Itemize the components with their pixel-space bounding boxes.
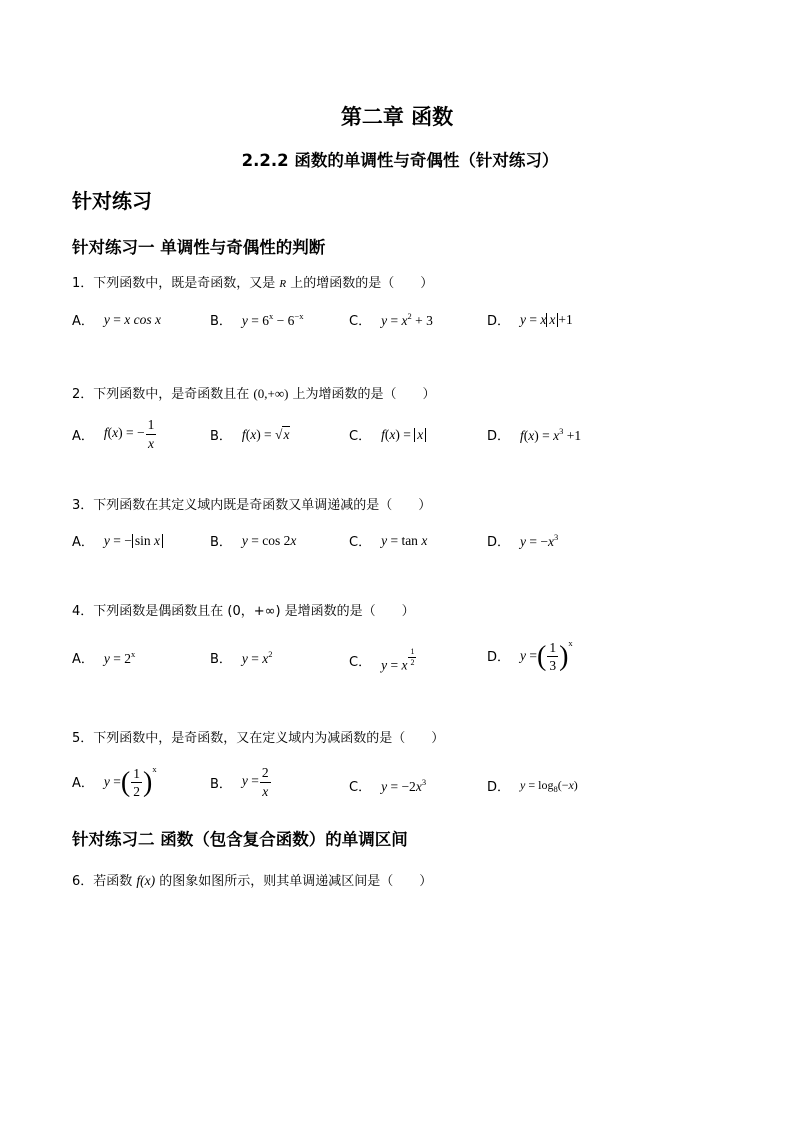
option-label: B． xyxy=(210,314,232,329)
q4-option-a[interactable] xyxy=(72,648,135,667)
q4-option-b[interactable] xyxy=(210,648,273,667)
option-label: A． xyxy=(72,535,94,550)
q1-option-c[interactable] xyxy=(349,310,433,329)
question-3: 3．下列函数在其定义域内既是奇函数又单调递减的是（ ） xyxy=(72,498,432,513)
question-6-text-post: 的图象如图所示，则其单调递减区间是（ ） xyxy=(155,874,433,889)
question-2-interval: (0,+∞) xyxy=(253,386,289,401)
option-label: D． xyxy=(487,429,511,444)
question-2 xyxy=(72,383,436,402)
q2-option-c[interactable] xyxy=(349,425,426,444)
option-label: A． xyxy=(72,652,94,667)
q5-option-d[interactable] xyxy=(487,776,578,795)
q5-option-b-formula: y = $\frac{2}{x}$ xyxy=(241,765,269,799)
question-2-text-post: 上为增函数的是（ ） xyxy=(288,387,436,402)
q4-option-c[interactable] xyxy=(349,648,417,673)
q2-option-a-formula: f(x) = − $\frac{1}{x}$ xyxy=(103,417,155,451)
q3-option-d[interactable] xyxy=(487,531,558,550)
q3-option-a[interactable] xyxy=(72,531,163,550)
question-1-var: R xyxy=(279,278,287,290)
q2-option-d-formula: $f(x) = x^3 +1$ xyxy=(520,425,582,443)
q1-option-b[interactable] xyxy=(210,310,303,329)
q4-option-d-formula: y =( $\frac{1}{3}$ )$^x$ xyxy=(520,638,573,674)
option-label: D． xyxy=(487,535,511,550)
q5-option-d-formula: $y = \log_8(-x)$ xyxy=(520,777,578,794)
question-2-text-pre: 2．下列函数中，是奇函数且在 xyxy=(72,387,254,402)
option-label: B． xyxy=(210,429,232,444)
question-6 xyxy=(72,870,432,889)
q5-option-b[interactable] xyxy=(210,766,272,798)
option-label: B． xyxy=(210,652,232,667)
q2-option-c-formula: f(x) = x xyxy=(381,427,426,443)
question-1-text-pre: 1．下列函数中，既是奇函数，又是 xyxy=(72,276,280,291)
q4-option-c-formula: y = x $^{\frac{1}{2}}$ xyxy=(381,647,415,673)
q3-option-b-formula: y = cos 2x xyxy=(241,532,297,548)
q5-option-a[interactable] xyxy=(72,764,157,799)
q3-option-c[interactable] xyxy=(349,531,427,550)
q1-option-a-formula: y = x cos x xyxy=(103,311,162,327)
part1-title: 针对练习一 单调性与奇偶性的判断 xyxy=(72,238,326,257)
q4-option-a-formula: $y = 2^x$ xyxy=(103,648,136,666)
option-label: B． xyxy=(210,535,232,550)
q1-option-c-formula: $y = x^2 + 3$ xyxy=(381,310,433,328)
question-6-fx: f(x) xyxy=(136,873,156,888)
option-label: D． xyxy=(487,314,511,329)
question-1-text-post: 上的增函数的是（ ） xyxy=(286,276,434,291)
option-label: C． xyxy=(349,780,372,795)
q3-option-c-formula: y = tan x xyxy=(381,532,428,548)
option-label: D． xyxy=(487,649,511,665)
q1-option-b-formula: $y = 6^x - 6^{-x}$ xyxy=(241,310,304,328)
q1-option-a[interactable] xyxy=(72,310,161,329)
q2-option-d[interactable] xyxy=(487,425,581,444)
section-title: 针对练习 xyxy=(72,189,152,213)
page-subtitle: 2.2.2 函数的单调性与奇偶性（针对练习） xyxy=(241,151,559,170)
option-label: C． xyxy=(349,314,372,329)
q3-option-b[interactable] xyxy=(210,531,296,550)
option-label: C． xyxy=(349,655,372,671)
option-label: D． xyxy=(487,780,511,795)
q1-option-d-formula: y = x x +1 xyxy=(520,311,573,327)
chapter-title: 第二章 函数 xyxy=(340,105,454,129)
option-label: A． xyxy=(72,428,94,444)
question-1 xyxy=(72,272,433,291)
option-label: C． xyxy=(349,429,372,444)
option-label: B． xyxy=(210,776,232,792)
q5-option-a-formula: y =( $\frac{1}{2}$ )$^x$ xyxy=(103,764,157,800)
part2-title: 针对练习二 函数（包含复合函数）的单调区间 xyxy=(72,830,408,849)
q1-option-d[interactable] xyxy=(487,310,573,329)
question-4: 4．下列函数是偶函数且在 (0，+∞) 是增函数的是（ ） xyxy=(72,604,415,619)
q2-option-b[interactable] xyxy=(210,425,290,444)
question-5: 5．下列函数中，是奇函数，又在定义域内为减函数的是（ ） xyxy=(72,731,445,746)
option-label: C． xyxy=(349,535,372,550)
q4-option-d[interactable] xyxy=(487,638,573,673)
q3-option-d-formula: $y = -x^3$ xyxy=(520,531,559,549)
q2-option-b-formula: f(x) = √x xyxy=(241,427,290,442)
question-6-text-pre: 6．若函数 xyxy=(72,874,137,889)
q2-option-a[interactable] xyxy=(72,418,157,450)
option-label: A． xyxy=(72,775,94,791)
option-label: A． xyxy=(72,314,94,329)
q3-option-a-formula: y = − sin x xyxy=(104,533,163,549)
q4-option-b-formula: $y = x^2$ xyxy=(241,648,273,666)
q5-option-c[interactable] xyxy=(349,776,426,795)
q5-option-c-formula: $y = -2x^3$ xyxy=(381,776,427,794)
